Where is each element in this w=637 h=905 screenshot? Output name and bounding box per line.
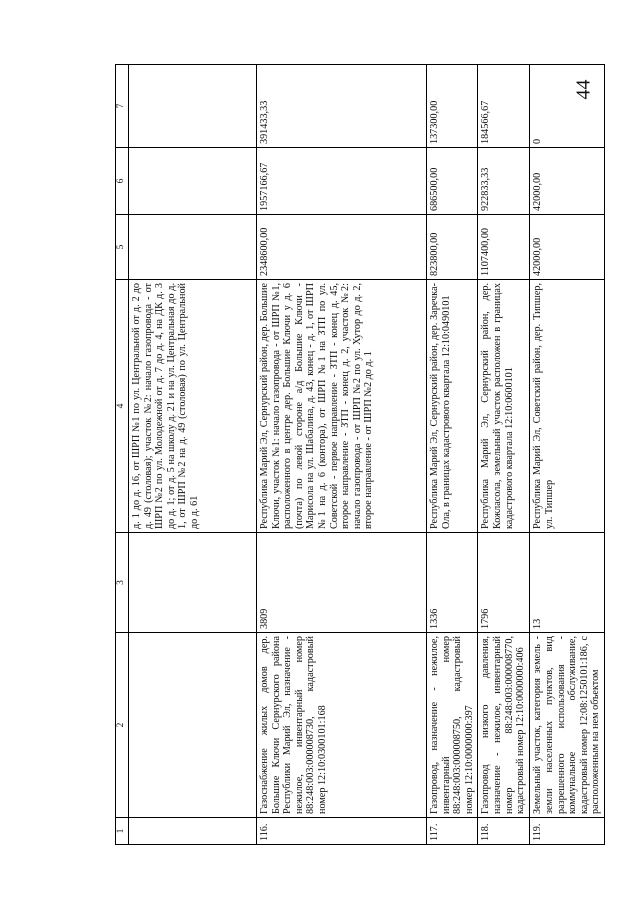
cell-num: 117. — [427, 818, 478, 845]
col-header-2: 2 — [116, 633, 129, 818]
cell-v5: 823800,00 — [427, 215, 478, 280]
cell-num: 118. — [478, 818, 530, 845]
cell-addr: д. 1 до д. 16, от ШРП №1 по ул. Центральной от д. 2 до д. 49 (столовая); участок №2: начало газопровода - от ШРП №2 по ул. Молодежной от д. 7 до д. 4, на ДК д. 3 до д. 1; от д. 5 на школу д. 21 и на ул. Центральная до д. 1, от ШРП №2 на д. 49 (столовая) по ул. Центральной до д. 61 — [129, 280, 257, 533]
property-table-rotated — [115, 100, 620, 845]
column-number-row — [116, 65, 129, 845]
cell-v6: 42000,00 — [530, 148, 605, 215]
cell-v6: 1957166,67 — [257, 148, 427, 215]
cell-v7: 0 — [530, 65, 605, 148]
cell-v7: 137300,00 — [427, 65, 478, 148]
col-header-5: 5 — [116, 215, 129, 280]
col-header-3: 3 — [116, 533, 129, 633]
cell-len — [129, 533, 257, 633]
col-header-7: 7 — [116, 65, 129, 148]
cell-v5 — [129, 215, 257, 280]
page-number: 44 — [572, 79, 595, 100]
cell-len: 3809 — [257, 533, 427, 633]
cell-addr: Республика Марий Эл, Советский район, дер. Типшер, ул. Типшер — [530, 280, 605, 533]
table-row-continued — [129, 65, 257, 845]
cell-addr: Республика Марий Эл, Сернурский район, дер. Большие Ключи, участок №1: начало газопровода - от ШРП №1, расположенного в центре дер. Большие Ключи у д. 6 (почта) по левой стороне а/д Большие Ключи - Марисола на ул. Шабалина, д. 43, конец - д. 1, от ШРП №1 на д. 6 (контора), от ШРП №1 на ЗТП по ул. Советской - первое направление - ЗТП - конец д. 45, второе направление - ЗТП - конец д. 2, участок №2: начало газопровода - от ШРП №2 по ул. Хутор до д. 2, второе направление - от ШРП №2 до д. 1 — [257, 280, 427, 533]
cell-v6 — [129, 148, 257, 215]
cell-num: 116. — [257, 818, 427, 845]
cell-name: Газопровод, назначение - нежилое, инвентарный номер 88:248:003:000008750, кадастровый номер 12:10:0000000:397 — [427, 633, 478, 818]
property-table — [115, 64, 605, 845]
cell-v7: 391433,33 — [257, 65, 427, 148]
cell-v6: 922833,33 — [478, 148, 530, 215]
cell-v7 — [129, 65, 257, 148]
table-row — [478, 65, 530, 845]
cell-v5: 2348600,00 — [257, 215, 427, 280]
table-row — [427, 65, 478, 845]
cell-name: Земельный участок, категория земель - земли населенных пунктов, вид разрешенного использования - коммунальное обслуживание, кадастровый номер 12:08:1250101:186, с расположенным на нем объектом — [530, 633, 605, 818]
cell-name: Газопровод низкого давления, назначение - нежилое, инвентарный номер 88:248:003:000008770, кадастровый номер 12:10:0000000:406 — [478, 633, 530, 818]
col-header-1: 1 — [116, 818, 129, 845]
cell-v5: 42000,00 — [530, 215, 605, 280]
cell-len: 13 — [530, 533, 605, 633]
cell-addr: Республика Марий Эл, Сернурский район, дер. Кожласола, земельный участок расположен в границах кадастрового квартала 12:10:0600101 — [478, 280, 530, 533]
cell-v6: 686500,00 — [427, 148, 478, 215]
cell-len: 1336 — [427, 533, 478, 633]
cell-v7: 184566,67 — [478, 65, 530, 148]
cell-len: 1796 — [478, 533, 530, 633]
table-row — [257, 65, 427, 845]
cell-addr: Республика Марий Эл, Сернурский район, дер. Заречка-Ола, в границах кадастрового квартала 12:10:0490101 — [427, 280, 478, 533]
col-header-6: 6 — [116, 148, 129, 215]
cell-v5: 1107400,00 — [478, 215, 530, 280]
col-header-4: 4 — [116, 280, 129, 533]
cell-num — [129, 818, 257, 845]
cell-num: 119. — [530, 818, 605, 845]
cell-name: Газоснабжение жилых домов дер. Большие Ключи Сернурского района Республики Марий Эл, назначение - нежилое, инвентарный номер 88:248:003:000008730, кадастровый номер 12:10:0300101:168 — [257, 633, 427, 818]
table-row — [530, 65, 605, 845]
cell-name — [129, 633, 257, 818]
